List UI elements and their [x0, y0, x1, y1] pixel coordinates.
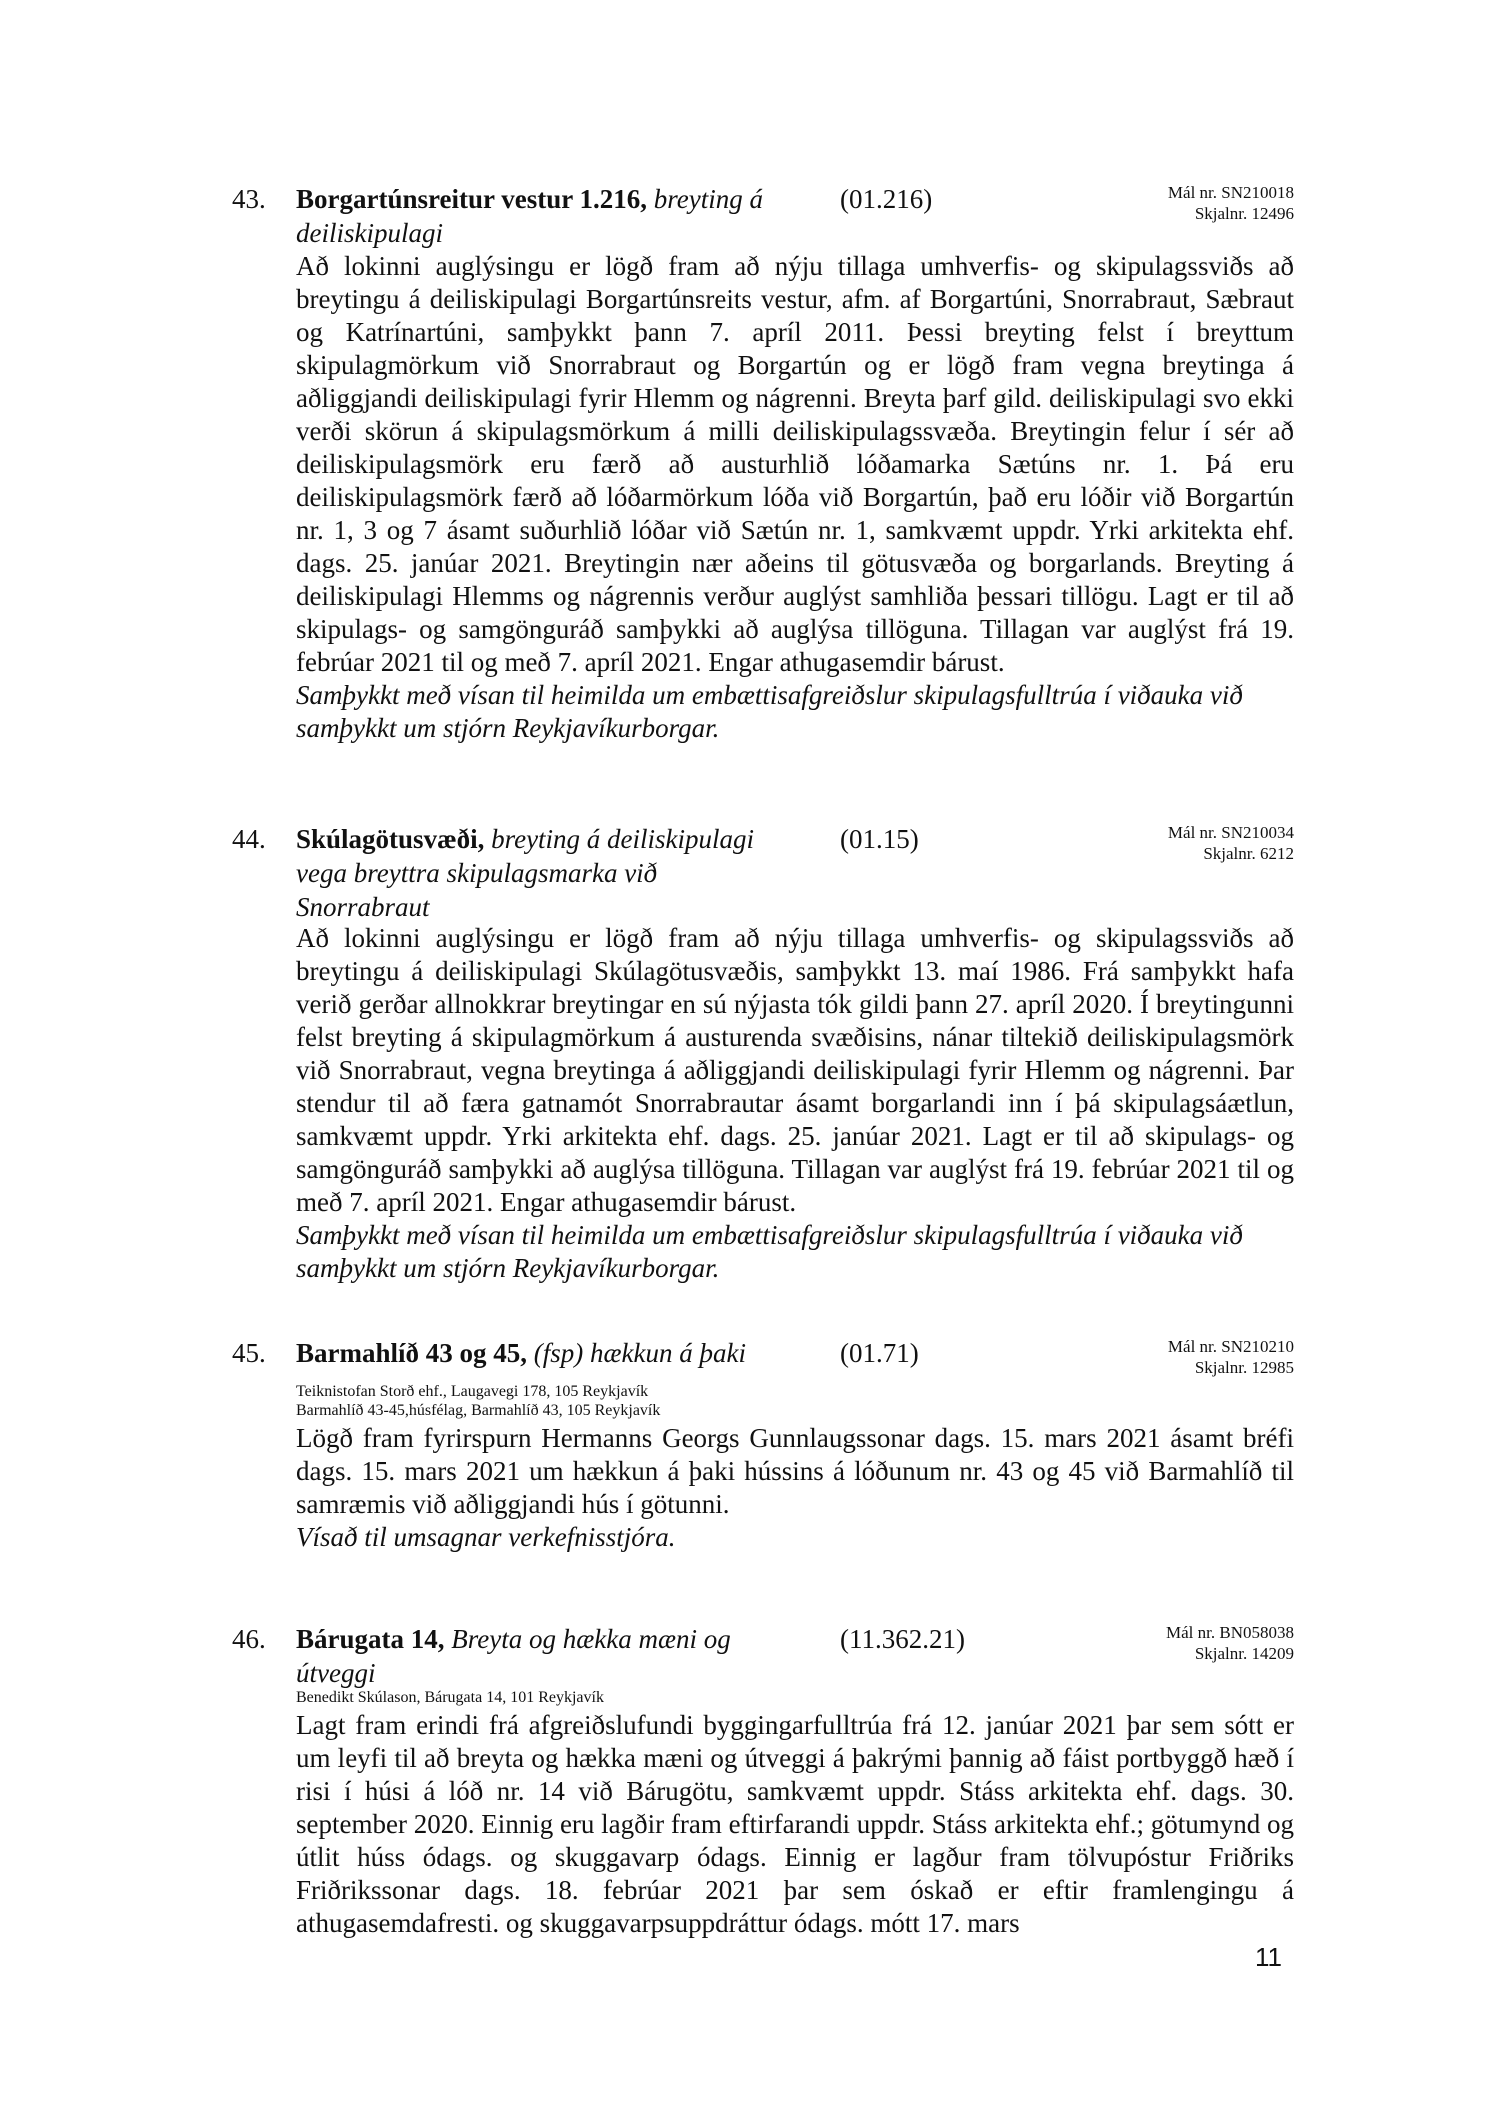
case-number: Mál nr. SN210034 [1167, 823, 1294, 842]
item-title-italic: (fsp) hækkun á þaki [533, 1338, 746, 1368]
item-body [296, 1382, 1294, 1554]
item-decision: Samþykkt með vísan til heimilda um embættisafgreiðslur skipulagsfulltrúa í viðauka við samþykkt um stjórn Reykjavíkurborgar. [296, 680, 1243, 743]
item-title-bold: Borgartúnsreitur vestur 1.216, [296, 184, 647, 214]
document-number: Skjalnr. 12496 [1194, 204, 1294, 223]
item-code: (01.15) [840, 824, 919, 854]
case-number: Mál nr. SN210210 [1167, 1337, 1294, 1356]
case-number: Mál nr. BN058038 [1166, 1623, 1294, 1642]
case-number: Mál nr. SN210018 [1167, 183, 1294, 202]
document-number: Skjalnr. 12985 [1194, 1358, 1294, 1377]
item-number: 45. [232, 1338, 266, 1368]
item-number: 43. [232, 184, 266, 214]
item-title-bold: Skúlagötusvæði, [296, 824, 485, 854]
case-reference [1168, 822, 1294, 864]
case-reference [1168, 1336, 1294, 1378]
item-title [296, 1622, 796, 1690]
item-number: 44. [232, 824, 266, 854]
item-title-bold: Barmahlíð 43 og 45, [296, 1338, 528, 1368]
item-decision: Vísað til umsagnar verkefnisstjóra. [296, 1522, 676, 1552]
item-text: Að lokinni auglýsingu er lögð fram að nýju tillaga umhverfis- og skipulagssviðs að breytingu á deiliskipulagi Borgartúnsreits vestur, afm. af Borgartúni, Snorrabraut, Sæbraut og Katrínartúni, samþykkt þann 7. apríl 2011. Þessi breyting felst í breyttum skipulagmörkum við Snorrabraut og Borgartún og er lögð fram vegna breytinga á aðliggjandi deiliskipulagi fyrir Hlemm og nágrenni. Breyta þarf gild. deiliskipulagi svo ekki verði skörun á skipulagsmörkum á milli deiliskipulagssvæða. Breytingin felur í sér að deiliskipulagsmörk eru færð að austurhlið lóðamarka Sætúns nr. 1. Þá eru deiliskipulagsmörk færð að lóðarmörkum lóða við Borgartún, það eru lóðir við Borgartún nr. 1, 3 og 7 ásamt suðurhlið lóðar við Sætún nr. 1, samkvæmt uppdr. Yrki arkitekta ehf. dags. 25. janúar 2021. Breytingin nær aðeins til götusvæða og borgarlands. Breyting á deiliskipulagi Hlemms og nágrennis verður auglýst samhliða þessari tillögu. Lagt er til að skipulags- og samgönguráð samþykki að auglýsa tillöguna. Tillagan var auglýst frá 19. febrúar 2021 til og með 7. apríl 2021. Engar athugasemdir bárust. [296, 251, 1294, 677]
item-title-italic: breyting á deiliskipulagi [296, 184, 763, 248]
item-body [296, 250, 1294, 745]
item-title [296, 1336, 796, 1370]
item-code: (11.362.21) [840, 1624, 965, 1654]
item-text: Að lokinni auglýsingu er lögð fram að nýju tillaga umhverfis- og skipulagssviðs að breytingu á deiliskipulagi Skúlagötusvæðis, samþykkt 13. maí 1986. Frá samþykkt hafa verið gerðar allnokkrar breytingar en sú nýjasta tók gildi þann 27. apríl 2020. Í breytingunni felst breyting á skipulagmörkum á austurenda svæðisins, nánar tiltekið deiliskipulagsmörk við Snorrabraut, vegna breytinga á aðliggjandi deiliskipulagi fyrir Hlemm og nágrenni. Þar stendur til að færa gatnamót Snorrabrautar ásamt borgarlandi inn í þá skipulagsáætlun, samkvæmt uppdr. Yrki arkitekta ehf. dags. 25. janúar 2021. Lagt er til að skipulags- og samgönguráð samþykki að auglýsa tillöguna. Tillagan var auglýst frá 19. febrúar 2021 til og með 7. apríl 2021. Engar athugasemdir bárust. [296, 923, 1294, 1217]
item-code: (01.216) [840, 184, 933, 214]
item-decision: Samþykkt með vísan til heimilda um embættisafgreiðslur skipulagsfulltrúa í viðauka við samþykkt um stjórn Reykjavíkurborgar. [296, 1220, 1243, 1283]
item-text: Lögð fram fyrirspurn Hermanns Georgs Gunnlaugssonar dags. 15. mars 2021 ásamt bréfi dags. 15. mars 2021 um hækkun á þaki hússins á lóðunum nr. 43 og 45 við Barmahlíð til samræmis við aðliggjandi hús í götunni. [296, 1423, 1294, 1519]
case-reference [1166, 1622, 1294, 1664]
item-title [296, 182, 796, 250]
case-reference [1168, 182, 1294, 224]
item-code: (01.71) [840, 1338, 919, 1368]
document-number: Skjalnr. 14209 [1194, 1644, 1294, 1663]
item-title-italic: Breyta og hækka mæni og útveggi [296, 1624, 731, 1688]
item-title-italic: breyting á deiliskipulagi vega breyttra skipulagsmarka við Snorrabraut [296, 824, 755, 922]
applicant-line: Teiknistofan Storð ehf., Laugavegi 178, 105 Reykjavík [296, 1383, 649, 1400]
item-body [296, 1688, 1294, 1940]
item-text: Lagt fram erindi frá afgreiðslufundi byggingarfulltrúa frá 12. janúar 2021 þar sem sótt er um leyfi til að breyta og hækka mæni og útveggi á þakrými þannig að fáist portbyggð hæð í risi í húsi á lóð nr. 14 við Bárugötu, samkvæmt uppdr. Stáss arkitekta ehf. dags. 30. september 2020. Einnig eru lagðir fram eftirfarandi uppdr. Stáss arkitekta ehf.; götumynd og útlit húss ódags. og skuggavarp ódags. Einnig er lagður fram tölvupóstur Friðriks Friðrikssonar dags. 18. febrúar 2021 þar sem óskað er eftir framlengingu á athugasemdafresti. og skuggavarpsuppdráttur ódags. mótt 17. mars [296, 1710, 1294, 1938]
applicant-line: Barmahlíð 43-45,húsfélag, Barmahlíð 43, 105 Reykjavík [296, 1402, 661, 1419]
item-title [296, 822, 796, 924]
page-number: 11 [1255, 1942, 1282, 1972]
document-number: Skjalnr. 6212 [1203, 844, 1294, 863]
applicant-line: Benedikt Skúlason, Bárugata 14, 101 Reykjavík [296, 1689, 604, 1706]
item-body [296, 922, 1294, 1285]
item-number: 46. [232, 1624, 266, 1654]
item-title-bold: Bárugata 14, [296, 1624, 445, 1654]
